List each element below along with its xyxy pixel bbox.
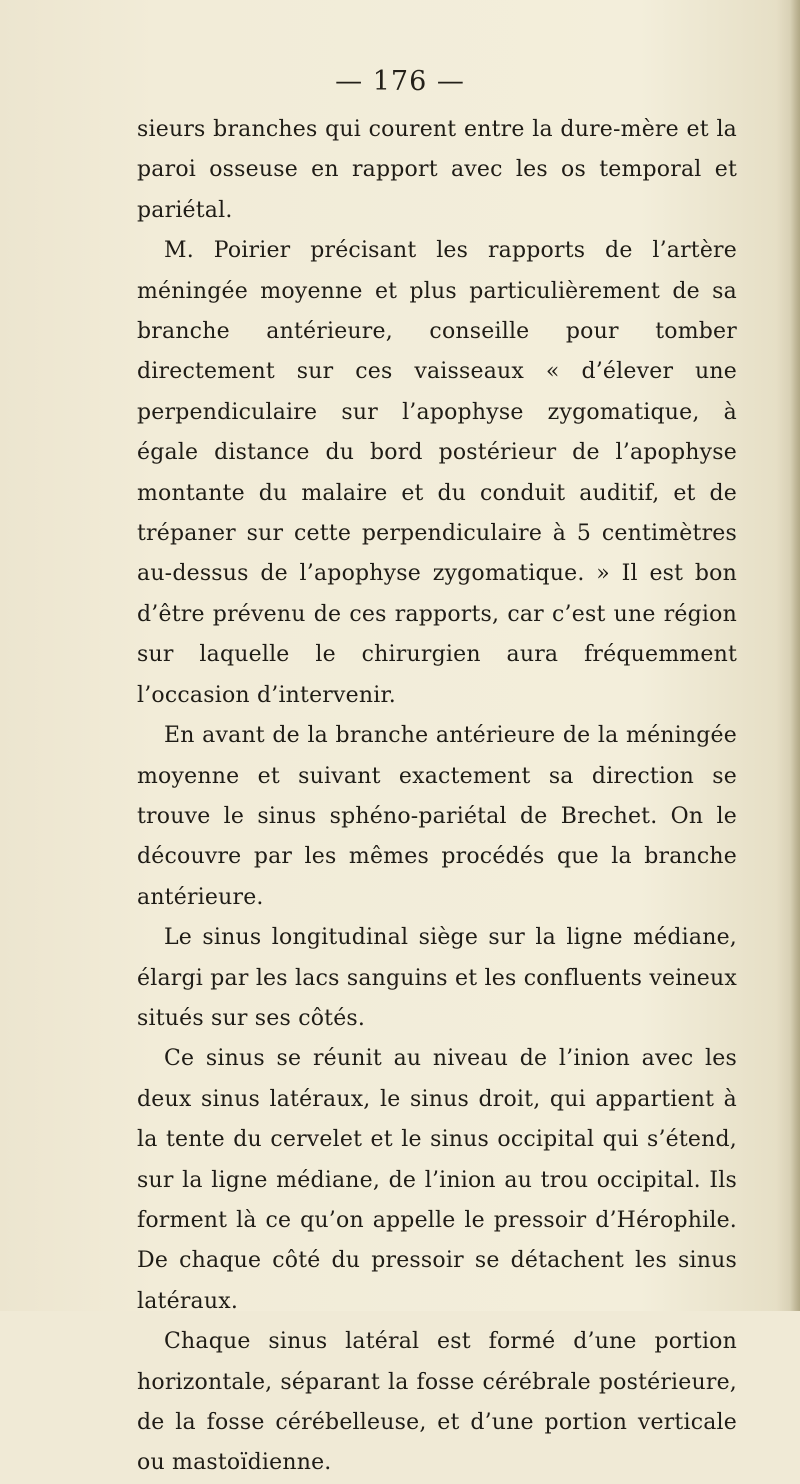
paragraph-5: Ce sinus se réunit au niveau de l’inion avec les deux sinus latéraux, le sinus droit, qui appartient à la tente du cervelet et le sinus occipital qui s’étend, sur la ligne médiane, de l’inion au trou occipital. Ils forment là ce qu’on appelle le pressoir d’Hérophile. De chaque côté du pressoir se détachent les sinus latéraux.: [137, 1046, 737, 1314]
paragraph-3: En avant de la branche antérieure de la méningée moyenne et suivant exactement sa direction se trouve le sinus sphéno-pariétal de Brechet. On le découvre par les mêmes procédés que la branche antérieure.: [137, 723, 737, 910]
page-edge-shadow: [790, 0, 800, 1311]
paragraph-6: Chaque sinus latéral est formé d’une portion horizontale, séparant la fosse cérébrale postérieure, de la fosse cérébelleuse, et d’une portion verticale ou mastoïdienne.: [137, 1329, 737, 1476]
page-number: — 176 —: [335, 66, 465, 97]
paragraph-4: Le sinus longitudinal siège sur la ligne médiane, élargi par les lacs sanguins et les confluents veineux situés sur ses côtés.: [137, 925, 737, 1031]
paragraph-2: M. Poirier précisant les rapports de l’artère méningée moyenne et plus particulièrement de sa branche antérieure, conseille pour tomber directement sur ces vaisseaux « d’élever une perpendiculaire sur l’apophyse zygomatique, à égale distance du bord postérieur de l’apophyse montante du malaire et du conduit auditif, et de trépaner sur cette perpendiculaire à 5 centimètres au-dessus de l’apophyse zygomatique. » Il est bon d’être prévenu de ces rapports, car c’est une région sur laquelle le chirurgien aura fréquemment l’occasion d’intervenir.: [137, 238, 737, 708]
paragraph-1: sieurs branches qui courent entre la dure-mère et la paroi osseuse en rapport avec les os temporal et pariétal.: [137, 117, 737, 223]
body-text: [137, 110, 737, 1484]
